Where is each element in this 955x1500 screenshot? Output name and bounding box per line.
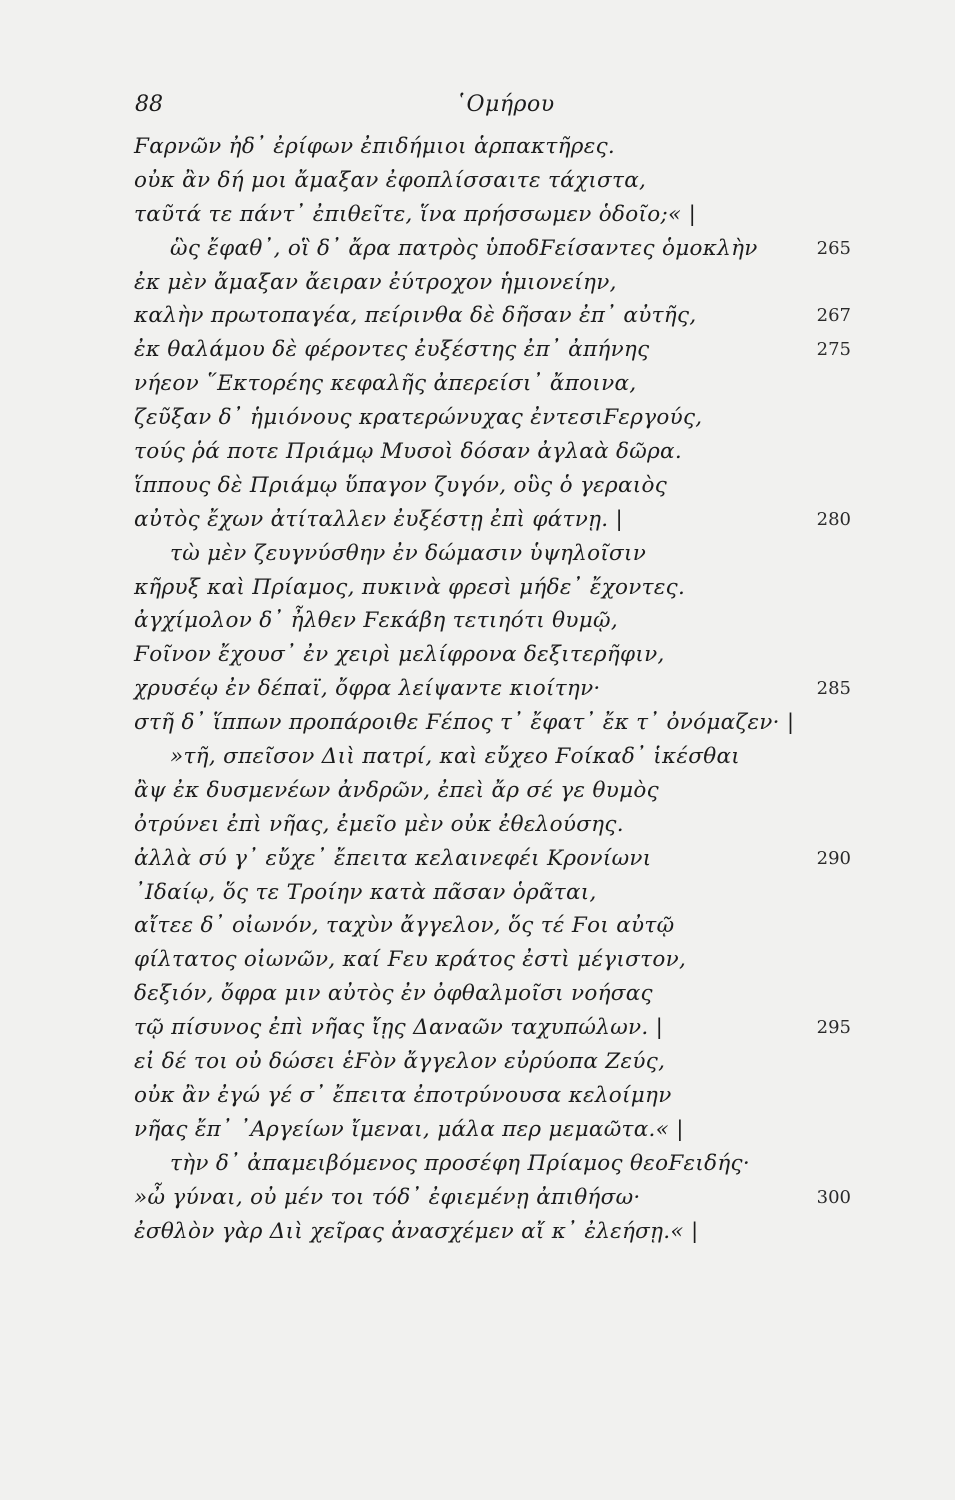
verse-text: Ϝοῖνον ἔχουσ᾽ ἐν χειρὶ μελίφρονα δεξιτερῆφιν,: [134, 642, 665, 668]
verse-text: »τῆ, σπεῖσον Διὶ πατρί, καὶ εὔχεο Ϝοίκαδ᾽ ἱκέσθαι: [170, 744, 741, 770]
page-number: 88: [135, 92, 163, 117]
verse-text: Ϝαρνῶν ἠδ᾽ ἐρίφων ἐπιδήμιοι ἁρπακτῆρες.: [134, 134, 616, 159]
verse-line: [0, 266, 955, 300]
verse-text: ἐκ θαλάμου δὲ φέροντες ἐυξέστης ἐπ᾽ ἀπήνης: [134, 337, 650, 363]
verse-text: νῆας ἔπ᾽ ᾽Αργείων ἴμεναι, μάλα περ μεμαῶτα.« |: [134, 1116, 684, 1142]
verse-text: οὐκ ἂν δή μοι ἄμαξαν ἐφοπλίσσαιτε τάχιστα,: [134, 167, 647, 193]
line-number: 265: [816, 237, 851, 259]
running-title: ῾Ομήρου: [455, 92, 555, 117]
verse-text: στῆ δ᾽ ἵππων προπάροιθε Ϝέπος τ᾽ ἔφατ᾽ ἔκ τ᾽ ὀνόμαζεν· |: [134, 710, 795, 736]
verse-text: τῷ πίσυνος ἐπὶ νῆας ἴῃς Δαναῶν ταχυπώλων. |: [134, 1015, 664, 1041]
verse-line: [0, 604, 955, 638]
verse-text: τούς ῥά ποτε Πριάμῳ Μυσοὶ δόσαν ἀγλαὰ δῶρα.: [134, 439, 682, 465]
verse-line: [0, 1181, 955, 1215]
line-number: 290: [816, 847, 851, 869]
verse-line: [0, 909, 955, 943]
line-number: 295: [816, 1017, 851, 1039]
verse-line: [0, 435, 955, 469]
verse-line: [0, 469, 955, 503]
line-number: 267: [816, 305, 851, 327]
verse-text: τὼ μὲν ζευγνύσθην ἐν δώμασιν ὑψηλοῖσιν: [170, 540, 647, 566]
verse-text: ὀτρύνει ἐπὶ νῆας, ἐμεῖο μὲν οὐκ ἐθελούσης.: [134, 811, 624, 837]
verse-text: φίλτατος οἰωνῶν, καί Ϝευ κράτος ἐστὶ μέγιστον,: [134, 947, 687, 973]
verse-text: ἀλλὰ σύ γ᾽ εὔχε᾽ ἔπειτα κελαινεφέι Κρονίωνι: [134, 845, 652, 871]
verse-line: [0, 876, 955, 910]
verse-line: [0, 943, 955, 977]
verse-text: ἵππους δὲ Πριάμῳ ὕπαγον ζυγόν, οὓς ὁ γεραιὸς: [134, 472, 668, 498]
verse-line: [0, 401, 955, 435]
verse-text: ᾽Ιδαίῳ, ὅς τε Τροίην κατὰ πᾶσαν ὁρᾶται,: [134, 879, 597, 905]
verse-line: [0, 1215, 955, 1249]
verse-line: [0, 333, 955, 367]
verse-text: καλὴν πρωτοπαγέα, πείρινθα δὲ δῆσαν ἐπ᾽ αὐτῆς,: [134, 303, 697, 329]
page-header: [135, 92, 835, 132]
verse-line: [0, 808, 955, 842]
line-number: 275: [816, 339, 851, 361]
verse-line: [0, 367, 955, 401]
line-number: 300: [816, 1186, 851, 1208]
verse-text: »ὦ γύναι, οὐ μέν τοι τόδ᾽ ἐφιεμένῃ ἀπιθήσω·: [134, 1184, 641, 1210]
verse-text: ὣς ἔφαθ᾽, οἳ δ᾽ ἄρα πατρὸς ὑποδϜείσαντες ὁμοκλὴν: [170, 235, 758, 261]
verse-text: ἐσθλὸν γὰρ Διὶ χεῖρας ἀνασχέμεν αἴ κ᾽ ἐλεήσῃ.« |: [134, 1218, 699, 1244]
verse-line: [0, 503, 955, 537]
verse-line: [0, 198, 955, 232]
verse-block: [0, 130, 955, 1248]
verse-text: κῆρυξ καὶ Πρίαμος, πυκινὰ φρεσὶ μήδε᾽ ἔχοντες.: [134, 574, 686, 600]
verse-line: [0, 672, 955, 706]
verse-text: ἐκ μὲν ἄμαξαν ἄειραν ἐύτροχον ἡμιονείην,: [134, 269, 617, 295]
verse-line: [0, 977, 955, 1011]
verse-text: αὐτὸς ἔχων ἀτίταλλεν ἐυξέστῃ ἐπὶ φάτνῃ. |: [134, 506, 624, 532]
verse-line: [0, 537, 955, 571]
line-number: 285: [816, 678, 851, 700]
verse-text: νήεον ῞Εκτορέης κεφαλῆς ἀπερείσι᾽ ἄποινα,: [134, 371, 637, 397]
verse-line: [0, 164, 955, 198]
verse-line: [0, 706, 955, 740]
verse-text: δεξιόν, ὄφρα μιν αὐτὸς ἐν ὀφθαλμοῖσι νοήσας: [134, 981, 653, 1007]
verse-line: [0, 130, 955, 164]
verse-line: [0, 1011, 955, 1045]
verse-line: [0, 842, 955, 876]
verse-text: αἴτεε δ᾽ οἰωνόν, ταχὺν ἄγγελον, ὅς τέ Ϝοι αὐτῷ: [134, 913, 675, 939]
verse-line: [0, 638, 955, 672]
verse-text: χρυσέῳ ἐν δέπαϊ, ὄφρα λείψαντε κιοίτην·: [134, 676, 601, 702]
verse-line: [0, 571, 955, 605]
verse-line: [0, 1079, 955, 1113]
verse-line: [0, 1045, 955, 1079]
verse-text: ταῦτά τε πάντ᾽ ἐπιθεῖτε, ἵνα πρήσσωμεν ὁδοῖο;« |: [134, 201, 697, 227]
verse-line: [0, 232, 955, 266]
verse-text: ζεῦξαν δ᾽ ἡμιόνους κρατερώνυχας ἐντεσιϜεργούς,: [134, 405, 703, 431]
verse-text: εἰ δέ τοι οὐ δώσει ἑϜὸν ἄγγελον εὐρύοπα Ζεύς,: [134, 1049, 666, 1075]
verse-text: ἀγχίμολον δ᾽ ἦλθεν Ϝεκάβη τετιηότι θυμῷ,: [134, 608, 618, 634]
verse-line: [0, 1113, 955, 1147]
verse-text: οὐκ ἂν ἐγώ γέ σ᾽ ἔπειτα ἐποτρύνουσα κελοίμην: [134, 1082, 672, 1108]
verse-line: [0, 740, 955, 774]
verse-line: [0, 299, 955, 333]
verse-text: ἂψ ἐκ δυσμενέων ἀνδρῶν, ἐπεὶ ἄρ σέ γε θυμὸς: [134, 777, 659, 803]
verse-text: τὴν δ᾽ ἀπαμειβόμενος προσέφη Πρίαμος θεοϜειδής·: [170, 1150, 751, 1176]
verse-line: [0, 1147, 955, 1181]
verse-line: [0, 774, 955, 808]
line-number: 280: [816, 508, 851, 530]
